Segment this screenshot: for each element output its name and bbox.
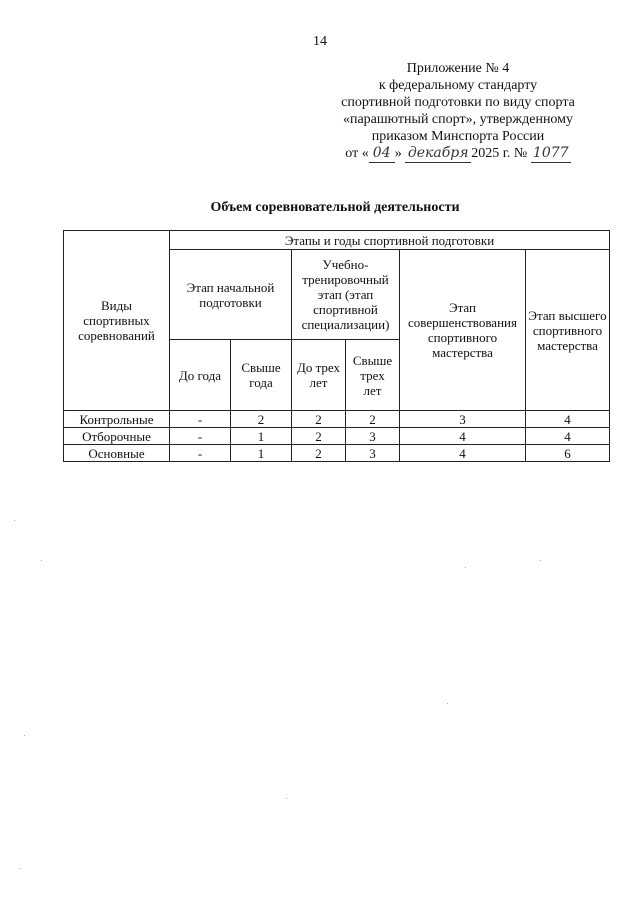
stage-higher-label: Этап высшего спортивного мастерства	[528, 307, 607, 353]
table-row	[64, 428, 610, 445]
appendix-block	[308, 60, 608, 163]
order-prefix: от «	[345, 146, 369, 161]
order-month-handwritten: декабря	[405, 145, 471, 163]
row-name-cell: Контрольные	[64, 411, 170, 428]
value-cell: 1	[231, 428, 292, 445]
value-cell: 1	[231, 445, 292, 462]
value-cell: 2	[346, 411, 400, 428]
appendix-title: Приложение № 4	[406, 61, 510, 76]
order-date-line	[308, 145, 608, 163]
value-cell: -	[170, 411, 231, 428]
value-cell: 4	[400, 445, 526, 462]
sub-over-year-cell	[231, 340, 292, 411]
value-cell: 4	[526, 428, 610, 445]
sub-over-three-label: Свыше трех лет	[352, 352, 393, 398]
stage-initial-label: Этап начальной подготовки	[186, 279, 275, 310]
order-year: 2025 г. №	[471, 146, 528, 161]
stage-training-cell	[292, 250, 400, 340]
competition-volume-table	[63, 230, 610, 462]
sub-over-three-cell	[346, 340, 400, 411]
order-day-handwritten: 04	[369, 145, 395, 163]
document-title: Объем соревновательной деятельности	[210, 200, 460, 215]
sub-up-to-three-cell	[292, 340, 346, 411]
group-header-cell	[170, 231, 610, 250]
sub-up-to-year-label: До года	[178, 367, 222, 383]
stage-improvement-label: Этап совершенствования спортивного мастерства	[408, 300, 517, 360]
value-cell: 4	[400, 428, 526, 445]
appendix-sport-name: «парашютный спорт», утвержденному	[342, 112, 574, 127]
order-number-handwritten: 1077	[531, 145, 571, 163]
table-row	[64, 411, 610, 428]
value-cell: 2	[292, 411, 346, 428]
value-cell: 2	[231, 411, 292, 428]
value-cell: 3	[346, 428, 400, 445]
stage-initial-cell	[170, 250, 292, 340]
sub-up-to-year-cell	[170, 340, 231, 411]
row-header-cell	[64, 231, 170, 411]
stage-training-label: Учебно-тренировочный этап (этап спортивной специализации)	[301, 257, 390, 332]
sub-over-year-label: Свыше года	[241, 360, 281, 390]
row-name-cell: Отборочные	[64, 428, 170, 445]
table-row	[64, 445, 610, 462]
appendix-standard: к федеральному стандарту	[378, 78, 538, 93]
value-cell: -	[170, 445, 231, 462]
appendix-sport: спортивной подготовки по виду спорта	[341, 95, 575, 110]
value-cell: 3	[346, 445, 400, 462]
page-number: 14	[313, 34, 327, 49]
order-mid: »	[394, 146, 402, 161]
value-cell: 2	[292, 428, 346, 445]
group-header-label: Этапы и годы спортивной подготовки	[284, 232, 495, 248]
sub-up-to-three-label: До трех лет	[296, 360, 341, 390]
stage-higher-cell	[526, 250, 610, 411]
appendix-order: приказом Минспорта России	[371, 129, 545, 144]
row-header-label: Виды спортивных соревнований	[78, 298, 155, 343]
value-cell: 3	[400, 411, 526, 428]
stage-improvement-cell	[400, 250, 526, 411]
value-cell: 4	[526, 411, 610, 428]
value-cell: 2	[292, 445, 346, 462]
row-name-cell: Основные	[64, 445, 170, 462]
value-cell: -	[170, 428, 231, 445]
table-header-row	[64, 231, 610, 250]
value-cell: 6	[526, 445, 610, 462]
